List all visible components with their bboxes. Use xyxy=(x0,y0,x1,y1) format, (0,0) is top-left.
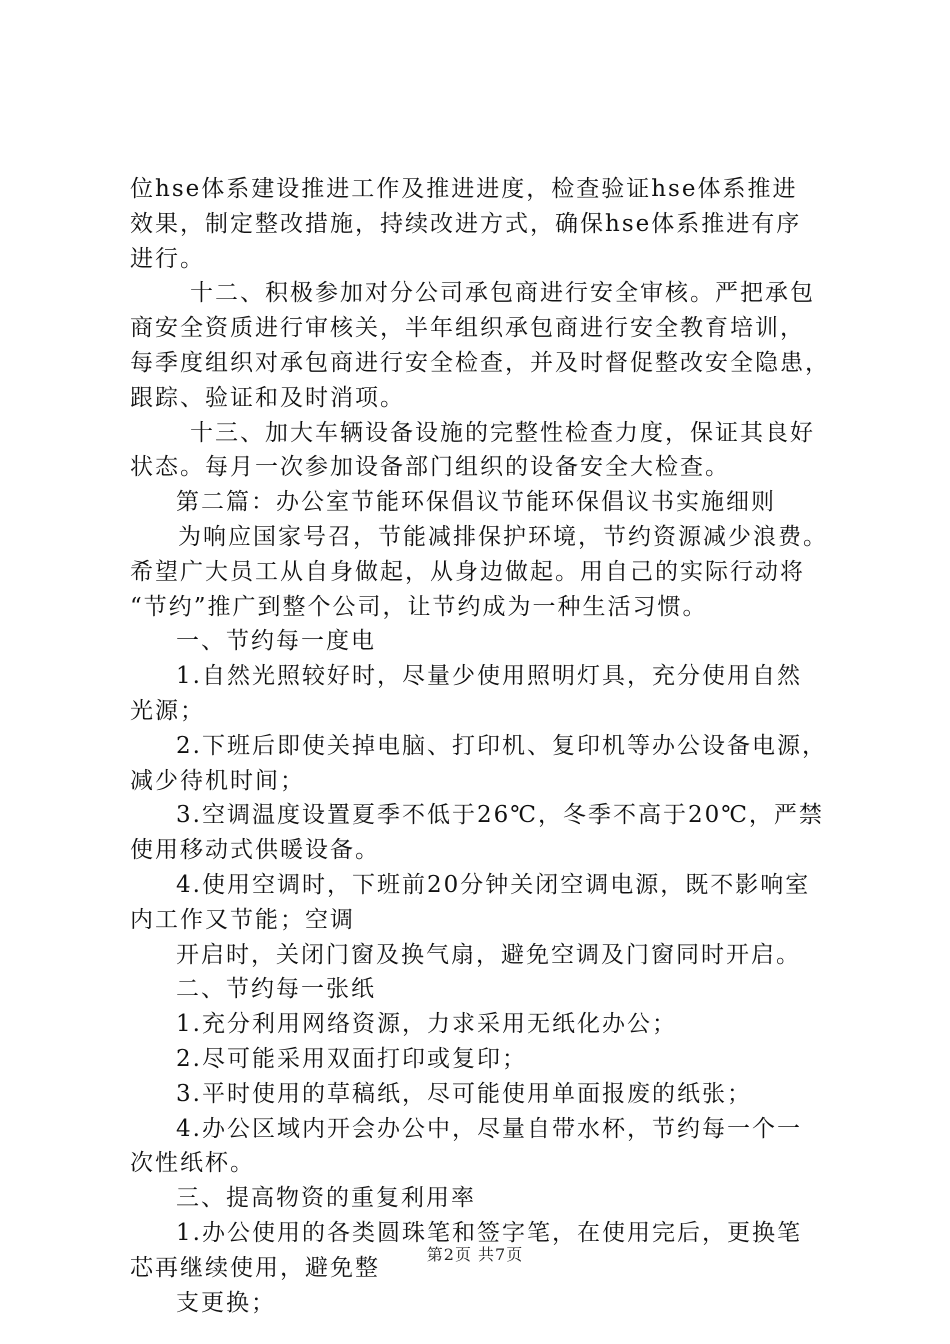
list-item: 3.空调温度设置夏季不低于26℃，冬季不高于20℃，严禁 xyxy=(176,802,824,829)
text-line: 光源； xyxy=(130,697,205,724)
list-item: 4.使用空调时，下班前20分钟关闭空调电源，既不影响室 xyxy=(176,871,811,898)
list-item: 1.充分利用网络资源，力求采用无纸化办公； xyxy=(176,1011,677,1038)
section-heading-paper: 二、节约每一张纸 xyxy=(176,976,376,1003)
chapter-title: 第二篇：办公室节能环保倡议节能环保倡议书实施细则 xyxy=(176,489,776,516)
text-line: 效果，制定整改措施，持续改进方式，确保hse体系推进有序 xyxy=(130,210,802,237)
section-heading-electricity: 一、节约每一度电 xyxy=(176,628,376,655)
text-line: 位hse体系建设推进工作及推进进度，检查验证hse体系推进 xyxy=(130,176,798,202)
text-line: 每季度组织对承包商进行安全检查，并及时督促整改安全隐患， xyxy=(130,349,830,376)
section-heading-12: 十二、积极参加对分公司承包商进行安全审核。严把承包 xyxy=(190,280,815,307)
list-item: 1.自然光照较好时，尽量少使用照明灯具，充分使用自然 xyxy=(176,663,802,690)
list-item: 2.尽可能采用双面打印或复印； xyxy=(176,1045,527,1072)
text-line: 内工作又节能；空调 xyxy=(130,906,355,933)
section-heading-reuse: 三、提高物资的重复利用率 xyxy=(176,1185,476,1212)
list-item: 1.办公使用的各类圆珠笔和签字笔，在使用完后，更换笔 xyxy=(176,1219,802,1246)
text-line: 次性纸杯。 xyxy=(130,1150,255,1177)
text-line: 芯再继续使用，避免整 xyxy=(130,1254,380,1281)
section-heading-13: 十三、加大车辆设备设施的完整性检查力度，保证其良好 xyxy=(190,419,815,446)
text-line: 为响应国家号召，节能减排保护环境，节约资源减少浪费。 xyxy=(178,523,828,550)
list-item: 4.办公区域内开会办公中，尽量自带水杯，节约每一个一 xyxy=(176,1115,802,1142)
page-number: 第2页 共7页 xyxy=(426,1245,524,1264)
text-line: 商安全资质进行审核关，半年组织承包商进行安全教育培训， xyxy=(130,315,805,342)
text-line: 使用移动式供暖设备。 xyxy=(130,837,380,864)
text-line: 希望广大员工从自身做起，从身边做起。用自己的实际行动将 xyxy=(130,558,805,585)
text-line: 减少待机时间； xyxy=(130,767,305,794)
text-line: “节约”推广到整个公司，让节约成为一种生活习惯。 xyxy=(130,593,708,620)
list-item: 2.下班后即使关掉电脑、打印机、复印机等办公设备电源， xyxy=(176,732,827,759)
document-body xyxy=(130,172,830,1320)
text-line: 跟踪、验证和及时消项。 xyxy=(130,384,405,411)
text-line: 进行。 xyxy=(130,245,205,272)
text-line: 状态。每月一次参加设备部门组织的设备安全大检查。 xyxy=(130,454,730,481)
text-line: 支更换； xyxy=(176,1289,276,1316)
list-item: 3.平时使用的草稿纸，尽可能使用单面报废的纸张； xyxy=(176,1080,752,1107)
text-line: 开启时，关闭门窗及换气扇，避免空调及门窗同时开启。 xyxy=(176,941,801,968)
